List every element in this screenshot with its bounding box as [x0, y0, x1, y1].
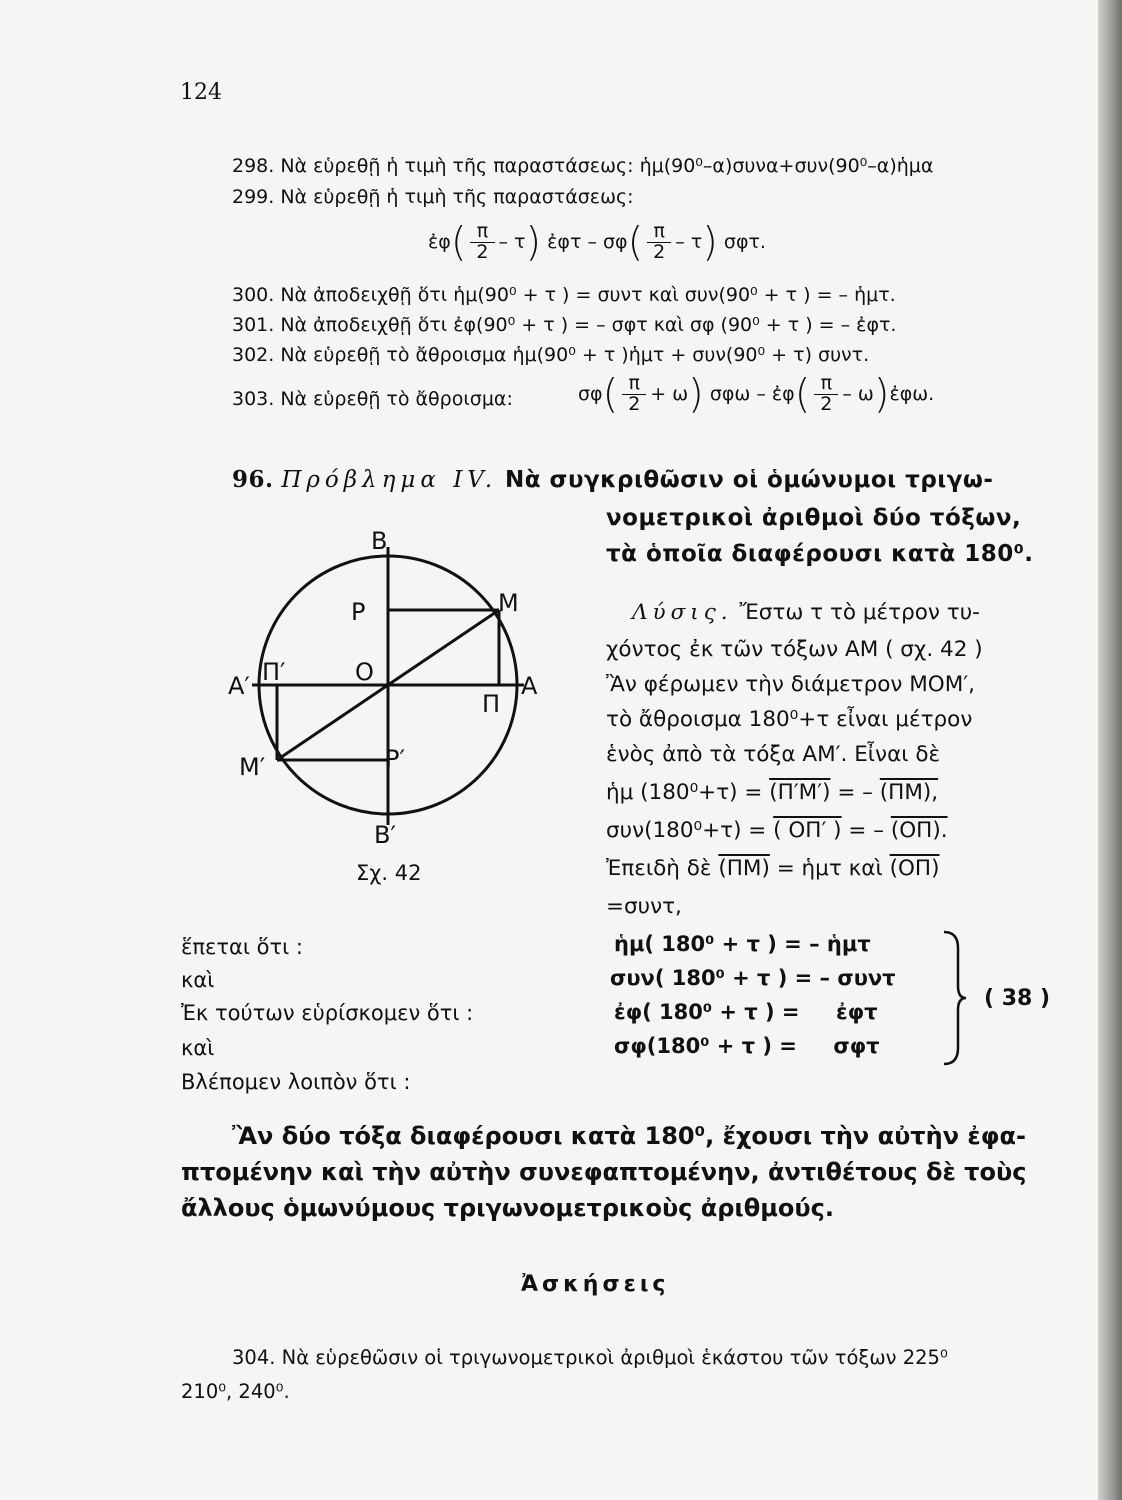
- right-brace: [940, 928, 970, 1068]
- exercise-304-line1: 304. Νὰ εὑρεθῶσιν οἱ τριγωνομετρικοὶ ἀριθμοὶ ἑκάστου τῶν τόξων 225⁰: [232, 1346, 948, 1369]
- theorem-line1: Ἂν δύο τόξα διαφέρουσι κατὰ 180⁰, ἔχουσι τὴν αὐτὴν ἐφα-: [232, 1122, 1026, 1150]
- solution-line5: ἑνὸς ἀπὸ τὰ τόξα ΑΜ′. Εἶναι δὲ: [606, 742, 941, 767]
- problem-title-3: τὰ ὁποῖα διαφέρουσι κατὰ 180⁰.: [606, 541, 1034, 567]
- exercise-303-text: 303. Νὰ εὑρεθῇ τὸ ἄθροισμα:: [232, 388, 513, 410]
- solution-line8: Ἐπειδὴ δὲ (ΠΜ) = ἡμτ καὶ (ΟΠ): [606, 856, 940, 881]
- equation-tan: ἐφ( 180⁰ + τ ) = ἐφτ: [614, 1000, 878, 1024]
- solution-line7: συν(180⁰+τ) = ( ΟΠ′ ) = – (ΟΠ).: [606, 818, 948, 843]
- solution-line6: ἡμ (180⁰+τ) = (Π′Μ′) = – (ΠΜ),: [606, 780, 939, 805]
- exercise-298: 298. Νὰ εὑρεθῇ ἡ τιμὴ τῆς παραστάσεως: ἡμ(90⁰–α)συνα+συν(90⁰–α)ἡμα: [232, 155, 934, 177]
- eq-left-2: καὶ: [181, 968, 215, 992]
- label-P: Ρ: [351, 598, 366, 626]
- label-O: Ο: [355, 658, 374, 686]
- theorem-line2: πτομένην καὶ τὴν αὐτὴν συνεφαπτομένην, ἀντιθέτους δὲ τοὺς: [181, 1158, 1027, 1186]
- page-number: 124: [180, 80, 222, 105]
- solution-line3: Ἂν φέρωμεν τὴν διάμετρον ΜΟΜ′,: [606, 672, 975, 697]
- solution-label: Λύσις.: [632, 600, 733, 625]
- solution-line9: =συντ,: [606, 894, 682, 919]
- equation-number: ( 38 ): [984, 986, 1051, 1011]
- exercise-299-formula: ἐφ( $\frac{\pi}{2}$ – τ) ἐφτ – σφ( $\frac{\pi}{2}$ – τ) σφτ.: [428, 219, 766, 266]
- problem-heading-line1: [232, 466, 993, 493]
- equation-cot: σφ(180⁰ + τ ) = σφτ: [614, 1034, 880, 1058]
- theorem-line3: ἄλλους ὁμωνύμους τριγωνομετρικοὺς ἀριθμούς.: [181, 1194, 834, 1222]
- problem-label: Πρόβλημα IV.: [281, 467, 498, 493]
- solution-line4: τὸ ἄθροισμα 180⁰+τ εἶναι μέτρον: [606, 707, 973, 732]
- exercise-300: 300. Νὰ ἀποδειχθῇ ὅτι ἡμ(90⁰ + τ ) = συντ καὶ συν(90⁰ + τ ) = – ἡμτ.: [232, 284, 896, 306]
- equation-sin: ἡμ( 180⁰ + τ ) = – ἡμτ: [614, 932, 871, 956]
- exercise-302: 302. Νὰ εὑρεθῇ τὸ ἄθροισμα ἡμ(90⁰ + τ )ἡμτ + συν(90⁰ + τ) συντ.: [232, 344, 870, 366]
- equation-cos: συν( 180⁰ + τ ) = – συντ: [610, 966, 896, 990]
- problem-title-1: Νὰ συγκριθῶσιν οἱ ὁμώνυμοι τριγω-: [505, 467, 994, 493]
- label-A-prime: Α′: [228, 672, 250, 700]
- eq-left-4: καὶ: [181, 1036, 215, 1060]
- problem-title-2: νομετρικοὶ ἀριθμοὶ δύο τόξων,: [606, 505, 1022, 531]
- label-P-prime: Ρ′: [385, 745, 405, 773]
- eq-left-3: Ἐκ τούτων εὑρίσκομεν ὅτι :: [181, 1001, 474, 1025]
- label-Pi-prime: Π′: [262, 658, 286, 686]
- label-Pi: Π: [482, 690, 501, 718]
- eq-left-5: Βλέπομεν λοιπὸν ὅτι :: [181, 1070, 411, 1094]
- figure-caption: Σχ. 42: [356, 861, 422, 885]
- solution-line2: χόντος ἐκ τῶν τόξων ΑΜ ( σχ. 42 ): [606, 637, 983, 662]
- label-B: Β: [371, 527, 388, 555]
- figure-42: [220, 525, 560, 855]
- exercise-303-formula: σφ( $\frac{\pi}{2}$ + ω) σφω – ἐφ( $\frac{\pi}{2}$ – ω)ἐφω.: [578, 371, 935, 418]
- exercises-heading: Ἀσκήσεις: [521, 1272, 670, 1297]
- exercise-304-line2: 210⁰, 240⁰.: [181, 1380, 290, 1403]
- label-A: Α: [521, 672, 538, 700]
- exercise-299: 299. Νὰ εὑρεθῇ ἡ τιμὴ τῆς παραστάσεως:: [232, 186, 634, 208]
- problem-number: 96.: [232, 466, 274, 493]
- exercise-301: 301. Νὰ ἀποδειχθῇ ὅτι ἐφ(90⁰ + τ ) = – σφτ καὶ σφ (90⁰ + τ ) = – ἐφτ.: [232, 314, 897, 336]
- solution-line1: Λύσις. Ἔστω τ τὸ μέτρον τυ-: [632, 600, 980, 625]
- book-spine-edge: [1098, 0, 1122, 1500]
- label-M-prime: Μ′: [239, 753, 266, 781]
- label-B-prime: Β′: [374, 821, 396, 849]
- eq-left-1: ἕπεται ὅτι :: [181, 935, 303, 959]
- label-M: Μ: [498, 589, 519, 617]
